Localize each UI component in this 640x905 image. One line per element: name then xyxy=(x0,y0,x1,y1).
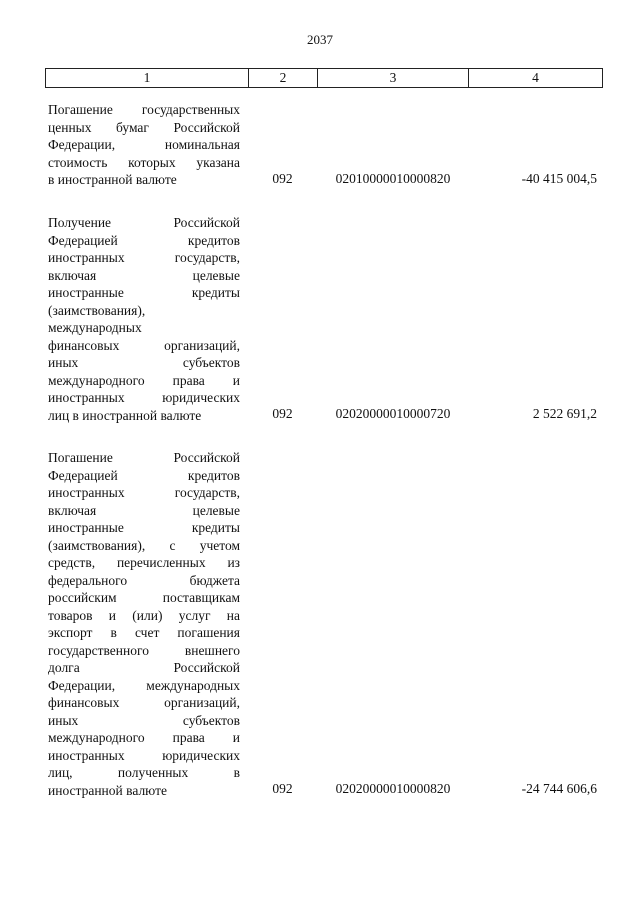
row-description-line: Федерацией кредитов xyxy=(48,232,240,248)
row-description-line: лиц в иностранной валюте xyxy=(48,407,202,423)
row-description-line: Федерации, международных xyxy=(48,677,240,693)
row-description-line: иностранной валюте xyxy=(48,782,167,798)
row-description-line: Федерацией кредитов xyxy=(48,467,240,483)
row-description-line: иностранные кредиты xyxy=(48,520,240,535)
row-description-line: включая целевые xyxy=(48,502,240,518)
row-description-line: Федерации, номинальная xyxy=(48,137,240,152)
row-description-line: экспорт в счет погашения xyxy=(48,625,240,640)
row-description-line: российским поставщикам xyxy=(48,590,240,605)
column-header-name: 1 xyxy=(46,69,249,88)
row-description-line: Получение Российской xyxy=(48,215,240,230)
row-description-line: государственного внешнего xyxy=(48,642,240,658)
row-description-line: в иностранной валюте xyxy=(48,172,177,187)
row-amount: -24 744 606,6 xyxy=(521,781,597,796)
column-header-table xyxy=(45,68,603,88)
row-amount: -40 415 004,5 xyxy=(521,171,597,186)
row-admin-code: 092 xyxy=(272,781,293,796)
row-description xyxy=(48,101,240,189)
row-admin-code: 092 xyxy=(272,406,293,421)
row-description-line: Погашение государственных xyxy=(48,102,240,117)
column-header-kbk: 3 xyxy=(318,69,469,88)
row-description-line: (заимствования), xyxy=(48,302,146,318)
row-classification-code: 02010000010000820 xyxy=(335,171,451,186)
row-description-line: международного права и xyxy=(48,372,240,388)
row-description-line: федерального бюджета xyxy=(48,572,240,588)
row-classification-code: 02020000010000720 xyxy=(335,406,451,421)
row-description xyxy=(48,449,240,799)
row-description-line: иностранных государств, xyxy=(48,250,240,265)
row-amount: 2 522 691,2 xyxy=(532,406,597,421)
page-number: 2037 xyxy=(307,32,333,47)
row-description-line: средств, перечисленных из xyxy=(48,555,240,570)
row-description-line: лиц, полученных в xyxy=(48,765,240,780)
row-description-line: иностранных юридических xyxy=(48,390,240,405)
row-description-line: иных субъектов xyxy=(48,712,240,728)
row-description-line: финансовых организаций, xyxy=(48,695,240,710)
row-description-line: иностранные кредиты xyxy=(48,285,240,300)
row-description-line: товаров и (или) услуг на xyxy=(48,607,240,623)
row-description-line: международного права и xyxy=(48,730,240,745)
column-header-amount: 4 xyxy=(469,69,603,88)
row-admin-code: 092 xyxy=(272,171,293,186)
row-description-line: финансовых организаций, xyxy=(48,337,240,353)
row-description-line: международных xyxy=(48,320,142,335)
row-description-line: иных субъектов xyxy=(48,355,240,370)
row-description xyxy=(48,214,240,424)
row-description-line: Погашение Российской xyxy=(48,450,240,465)
column-header-code: 2 xyxy=(249,69,318,88)
row-description-line: долга Российской xyxy=(48,660,240,675)
row-description-line: иностранных юридических xyxy=(48,747,240,763)
row-description-line: включая целевые xyxy=(48,267,240,283)
row-description-line: иностранных государств, xyxy=(48,485,240,500)
row-description-line: (заимствования), с учетом xyxy=(48,537,240,553)
row-description-line: ценных бумаг Российской xyxy=(48,119,240,135)
row-classification-code: 02020000010000820 xyxy=(335,781,451,796)
row-description-line: стоимость которых указана xyxy=(48,154,240,170)
column-header-row xyxy=(46,69,603,88)
